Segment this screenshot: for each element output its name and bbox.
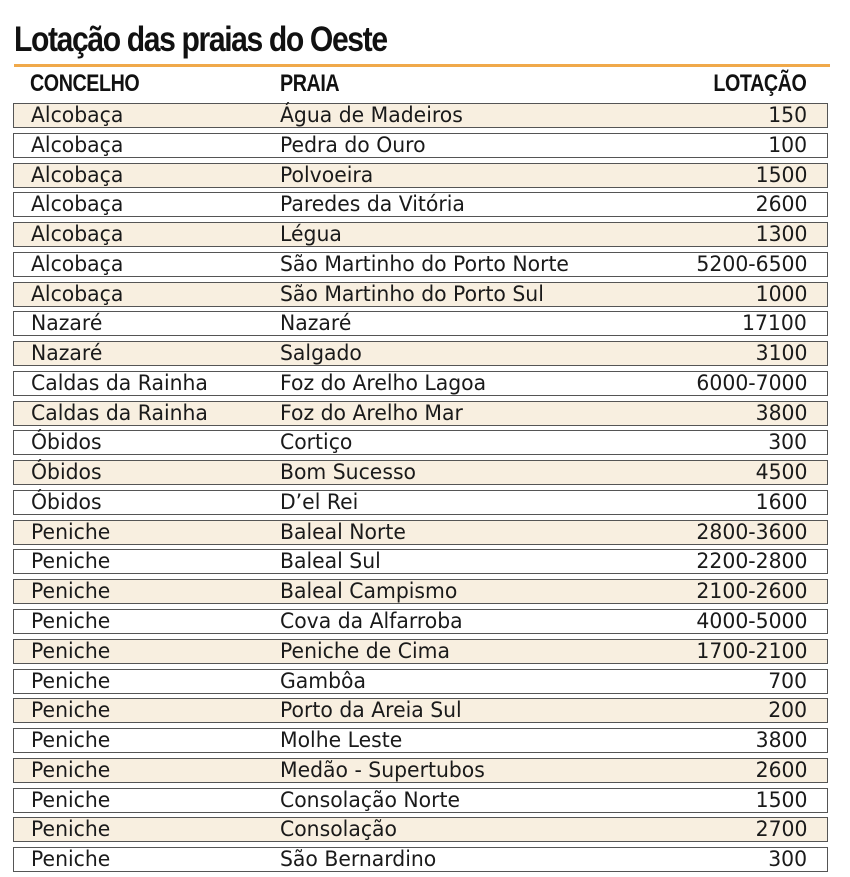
cell-lotacao-text: 4000-5000 bbox=[695, 609, 807, 634]
cell-concelho bbox=[31, 610, 113, 632]
cell-lotacao bbox=[693, 372, 807, 394]
table-row bbox=[13, 728, 828, 753]
cell-concelho bbox=[31, 253, 126, 275]
cell-lotacao-text: 2200-2800 bbox=[695, 549, 807, 574]
cell-praia bbox=[280, 283, 552, 305]
cell-concelho bbox=[31, 461, 104, 483]
cell-concelho-text: Peniche bbox=[31, 668, 111, 693]
table-row bbox=[13, 311, 828, 336]
cell-praia-text: Nazaré bbox=[280, 311, 352, 336]
cell-lotacao bbox=[754, 729, 807, 751]
cell-lotacao bbox=[767, 848, 807, 870]
cell-concelho bbox=[31, 164, 126, 186]
cell-praia bbox=[280, 402, 468, 424]
cell-concelho bbox=[31, 580, 113, 602]
cell-praia-text: São Martinho do Porto Norte bbox=[280, 251, 569, 276]
table-row bbox=[13, 460, 828, 485]
cell-praia bbox=[280, 193, 471, 215]
table-row bbox=[13, 669, 828, 694]
cell-praia-text: Paredes da Vitória bbox=[280, 192, 465, 217]
cell-lotacao-text: 4500 bbox=[755, 460, 807, 485]
cell-praia bbox=[280, 640, 455, 662]
cell-concelho-text: Peniche bbox=[31, 787, 111, 812]
cell-praia bbox=[280, 312, 354, 334]
cell-lotacao bbox=[693, 253, 807, 275]
cell-concelho bbox=[31, 342, 105, 364]
cell-concelho bbox=[31, 818, 113, 840]
table-row bbox=[13, 549, 828, 574]
cell-lotacao bbox=[754, 461, 807, 483]
cell-lotacao bbox=[693, 550, 807, 572]
table-row bbox=[13, 133, 828, 158]
cell-concelho bbox=[31, 312, 105, 334]
cell-lotacao bbox=[754, 789, 807, 811]
cell-lotacao bbox=[767, 134, 807, 156]
table-row bbox=[13, 520, 828, 545]
table-row bbox=[13, 401, 828, 426]
cell-praia bbox=[280, 818, 401, 840]
cell-praia bbox=[280, 491, 361, 513]
cell-concelho-text: Peniche bbox=[31, 757, 111, 782]
table-row bbox=[13, 579, 828, 604]
cell-lotacao bbox=[754, 402, 807, 424]
cell-lotacao bbox=[754, 759, 807, 781]
table-row bbox=[13, 222, 828, 247]
cell-concelho bbox=[31, 372, 213, 394]
cell-lotacao-text: 3800 bbox=[755, 728, 807, 753]
cell-concelho-text: Óbidos bbox=[31, 460, 102, 485]
cell-concelho-text: Caldas da Rainha bbox=[31, 400, 208, 425]
cell-praia bbox=[280, 372, 492, 394]
cell-lotacao bbox=[693, 610, 807, 632]
cell-concelho bbox=[31, 402, 213, 424]
cell-lotacao-text: 2600 bbox=[755, 757, 807, 782]
cell-lotacao-text: 6000-7000 bbox=[695, 370, 807, 395]
cell-concelho-text: Alcobaça bbox=[31, 222, 124, 247]
cell-concelho-text: Peniche bbox=[31, 698, 111, 723]
cell-lotacao bbox=[754, 491, 807, 513]
cell-praia-text: Polvoeira bbox=[280, 162, 374, 187]
cell-lotacao-text: 2100-2600 bbox=[695, 579, 807, 604]
cell-lotacao bbox=[693, 640, 807, 662]
cell-lotacao-text: 2800-3600 bbox=[695, 519, 807, 544]
cell-praia-text: Gambôa bbox=[280, 668, 366, 693]
cell-praia bbox=[280, 729, 406, 751]
cell-praia-text: Foz do Arelho Mar bbox=[280, 400, 463, 425]
cell-concelho-text: Caldas da Rainha bbox=[31, 370, 208, 395]
cell-concelho bbox=[31, 640, 113, 662]
table-row bbox=[13, 698, 828, 723]
cell-lotacao bbox=[693, 521, 807, 543]
cell-praia-text: Pedra do Ouro bbox=[280, 132, 426, 157]
cell-concelho bbox=[31, 283, 126, 305]
cell-lotacao-text: 100 bbox=[768, 132, 807, 157]
cell-lotacao bbox=[767, 431, 807, 453]
cell-praia-text: Baleal Sul bbox=[280, 549, 381, 574]
cell-lotacao bbox=[754, 283, 807, 305]
cell-lotacao-text: 17100 bbox=[742, 311, 807, 336]
cell-lotacao-text: 1700-2100 bbox=[695, 638, 807, 663]
cell-praia bbox=[280, 759, 491, 781]
cell-concelho-text: Nazaré bbox=[31, 311, 103, 336]
column-header-lotacao: LOTAÇÃO bbox=[713, 70, 806, 97]
cell-lotacao bbox=[754, 193, 807, 215]
cell-concelho-text: Peniche bbox=[31, 519, 111, 544]
cell-concelho bbox=[31, 521, 113, 543]
cell-lotacao-text: 300 bbox=[768, 847, 807, 872]
cell-lotacao-text: 1600 bbox=[755, 489, 807, 514]
table-row bbox=[13, 639, 828, 664]
cell-lotacao-text: 700 bbox=[768, 668, 807, 693]
cell-concelho-text: Peniche bbox=[31, 728, 111, 753]
cell-lotacao-text: 150 bbox=[768, 103, 807, 127]
cell-praia-text: Salgado bbox=[280, 341, 362, 366]
cell-concelho bbox=[31, 431, 104, 453]
column-header-praia: PRAIA bbox=[280, 70, 340, 97]
cell-praia-text: Cortiço bbox=[280, 430, 353, 455]
cell-lotacao-text: 3800 bbox=[755, 400, 807, 425]
cell-praia-text: Cova da Alfarroba bbox=[280, 609, 463, 634]
cell-concelho bbox=[31, 193, 126, 215]
cell-praia-text: Foz do Arelho Lagoa bbox=[280, 370, 487, 395]
cell-lotacao-text: 1000 bbox=[755, 281, 807, 306]
cell-concelho bbox=[31, 789, 113, 811]
cell-praia bbox=[280, 164, 376, 186]
cell-praia bbox=[280, 342, 364, 364]
table-row bbox=[13, 371, 828, 396]
cell-concelho-text: Alcobaça bbox=[31, 103, 124, 127]
cell-concelho-text: Peniche bbox=[31, 549, 111, 574]
cell-lotacao-text: 3100 bbox=[755, 341, 807, 366]
table-row bbox=[13, 609, 828, 634]
cell-concelho-text: Peniche bbox=[31, 847, 111, 872]
cell-concelho-text: Peniche bbox=[31, 609, 111, 634]
cell-praia bbox=[280, 580, 463, 602]
cell-concelho-text: Peniche bbox=[31, 579, 111, 604]
cell-concelho bbox=[31, 104, 126, 126]
cell-lotacao-text: 300 bbox=[768, 430, 807, 455]
cell-praia bbox=[280, 223, 344, 245]
cell-praia-text: Molhe Leste bbox=[280, 728, 403, 753]
cell-lotacao bbox=[754, 818, 807, 840]
cell-concelho bbox=[31, 223, 126, 245]
cell-praia-text: Peniche de Cima bbox=[280, 638, 450, 663]
cell-lotacao-text: 2700 bbox=[755, 817, 807, 842]
column-header-concelho: CONCELHO bbox=[30, 70, 140, 97]
cell-lotacao-text: 2600 bbox=[755, 192, 807, 217]
table-row bbox=[13, 341, 828, 366]
cell-lotacao bbox=[693, 580, 807, 602]
cell-praia-text: Légua bbox=[280, 222, 342, 247]
cell-praia-text: São Bernardino bbox=[280, 847, 437, 872]
cell-concelho-text: Óbidos bbox=[31, 430, 102, 455]
table-row bbox=[13, 103, 828, 128]
cell-lotacao bbox=[754, 164, 807, 186]
cell-lotacao-text: 200 bbox=[768, 698, 807, 723]
table-row bbox=[13, 758, 828, 783]
table-row bbox=[13, 163, 828, 188]
cell-concelho-text: Peniche bbox=[31, 817, 111, 842]
cell-praia bbox=[280, 789, 466, 811]
cell-lotacao bbox=[767, 699, 807, 721]
cell-concelho bbox=[31, 550, 113, 572]
cell-praia-text: Consolação Norte bbox=[280, 787, 461, 812]
cell-lotacao bbox=[767, 104, 807, 126]
cell-lotacao bbox=[767, 670, 807, 692]
cell-praia-text: Baleal Campismo bbox=[280, 579, 458, 604]
table-row bbox=[13, 847, 828, 872]
cell-lotacao bbox=[754, 342, 807, 364]
cell-concelho-text: Alcobaça bbox=[31, 281, 124, 306]
table-row bbox=[13, 192, 828, 217]
cell-praia bbox=[280, 670, 369, 692]
cell-praia-text: Porto da Areia Sul bbox=[280, 698, 462, 723]
cell-concelho-text: Alcobaça bbox=[31, 132, 124, 157]
cell-concelho-text: Nazaré bbox=[31, 341, 103, 366]
cell-praia bbox=[280, 699, 467, 721]
cell-praia-text: São Martinho do Porto Sul bbox=[280, 281, 544, 306]
cell-concelho bbox=[31, 699, 113, 721]
table-row bbox=[13, 252, 828, 277]
beach-capacity-table bbox=[13, 103, 828, 877]
page-title: Lotação das praias do Oeste bbox=[14, 20, 387, 59]
cell-praia-text: Medão - Supertubos bbox=[280, 757, 485, 782]
cell-praia-text: Consolação bbox=[280, 817, 397, 842]
cell-concelho bbox=[31, 729, 113, 751]
cell-concelho-text: Peniche bbox=[31, 638, 111, 663]
cell-lotacao bbox=[740, 312, 807, 334]
cell-lotacao bbox=[754, 223, 807, 245]
cell-concelho bbox=[31, 134, 126, 156]
cell-praia bbox=[280, 610, 468, 632]
cell-praia-text: Baleal Norte bbox=[280, 519, 406, 544]
table-row bbox=[13, 430, 828, 455]
cell-concelho bbox=[31, 670, 113, 692]
cell-praia bbox=[280, 461, 420, 483]
cell-praia bbox=[280, 521, 410, 543]
cell-praia bbox=[280, 431, 355, 453]
cell-concelho-text: Alcobaça bbox=[31, 192, 124, 217]
table-row bbox=[13, 490, 828, 515]
cell-concelho-text: Alcobaça bbox=[31, 251, 124, 276]
title-divider bbox=[14, 64, 830, 67]
cell-lotacao-text: 1300 bbox=[755, 222, 807, 247]
cell-lotacao-text: 5200-6500 bbox=[695, 251, 807, 276]
cell-concelho bbox=[31, 848, 113, 870]
cell-praia-text: D’el Rei bbox=[280, 489, 359, 514]
cell-lotacao-text: 1500 bbox=[755, 162, 807, 187]
cell-praia bbox=[280, 848, 441, 870]
cell-praia bbox=[280, 134, 430, 156]
cell-concelho bbox=[31, 759, 113, 781]
cell-praia-text: Água de Madeiros bbox=[280, 103, 463, 127]
cell-lotacao-text: 1500 bbox=[755, 787, 807, 812]
cell-concelho-text: Alcobaça bbox=[31, 162, 124, 187]
cell-praia bbox=[280, 104, 469, 126]
table-row bbox=[13, 817, 828, 842]
table-row bbox=[13, 282, 828, 307]
cell-praia-text: Bom Sucesso bbox=[280, 460, 417, 485]
cell-praia bbox=[280, 550, 384, 572]
cell-concelho bbox=[31, 491, 104, 513]
cell-praia bbox=[280, 253, 578, 275]
table-row bbox=[13, 788, 828, 813]
cell-concelho-text: Óbidos bbox=[31, 489, 102, 514]
